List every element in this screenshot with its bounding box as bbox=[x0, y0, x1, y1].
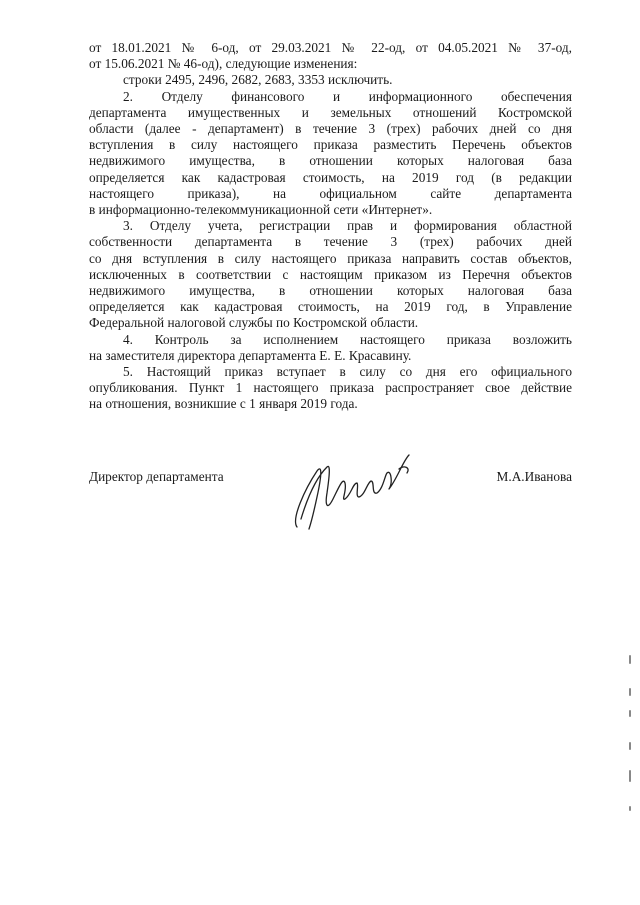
position-title: Директор департамента bbox=[89, 469, 224, 484]
text-line: от 15.06.2021 № 46-од), следующие изменения: bbox=[89, 56, 358, 72]
scan-mark bbox=[629, 806, 631, 811]
text-line: департамента имущественных и земельных отношений Костромской bbox=[89, 104, 572, 120]
text-line: собственности департамента в течение 3 (трех) рабочих дней bbox=[89, 234, 572, 250]
text-line: области (далее - департамент) в течение 3 (трех) рабочих дней со дня bbox=[89, 121, 572, 137]
scan-mark bbox=[629, 742, 631, 750]
handwritten-signature bbox=[287, 449, 427, 539]
text-line: настоящего приказа), на официальном сайте департамента bbox=[89, 185, 572, 201]
text-line: определяется как кадастровая стоимость, на 2019 год (в редакции bbox=[89, 169, 572, 185]
text-line: со дня вступления в силу настоящего приказа направить состав объектов, bbox=[89, 250, 572, 266]
scan-mark bbox=[629, 688, 631, 696]
text-line: опубликования. Пункт 1 настоящего приказа распространяет свое действие bbox=[89, 380, 572, 396]
scan-mark bbox=[629, 655, 631, 664]
text-line: недвижимого имущества, в отношении которых налоговая база bbox=[89, 283, 572, 299]
document-body bbox=[89, 40, 572, 413]
paragraph-4-start: 4. Контроль за исполнением настоящего приказа возложить bbox=[123, 331, 572, 347]
text-line: исключенных в соответствии с настоящим приказом из Перечня объектов bbox=[89, 266, 572, 282]
text-line: Федеральной налоговой службы по Костромской области. bbox=[89, 315, 419, 331]
paragraph-2-start: 2. Отделу финансового и информационного обеспечения bbox=[123, 88, 572, 104]
text-line: недвижимого имущества, в отношении которых налоговая база bbox=[89, 153, 572, 169]
scan-mark bbox=[629, 770, 631, 782]
text-line: строки 2495, 2496, 2682, 2683, 3353 исключить. bbox=[123, 72, 393, 88]
signer-name: М.А.Иванова bbox=[496, 469, 572, 484]
text-line: на отношения, возникшие с 1 января 2019 года. bbox=[89, 396, 358, 412]
text-line: на заместителя директора департамента Е. Е. Красавину. bbox=[89, 347, 412, 363]
paragraph-5-start: 5. Настоящий приказ вступает в силу со дня его официального bbox=[123, 364, 572, 380]
signature-block bbox=[89, 463, 572, 543]
scan-mark bbox=[629, 710, 631, 717]
paragraph-3-start: 3. Отделу учета, регистрации прав и формирования областной bbox=[123, 218, 572, 234]
text-line: вступления в силу настоящего приказа разместить Перечень объектов bbox=[89, 137, 572, 153]
text-line: в информационно-телекоммуникационной сети «Интернет». bbox=[89, 202, 433, 218]
text-line: определяется как кадастровая стоимость, на 2019 год, в Управление bbox=[89, 299, 572, 315]
text-line: от 18.01.2021 № 6-од, от 29.03.2021 № 22-од, от 04.05.2021 № 37-од, bbox=[89, 40, 572, 55]
